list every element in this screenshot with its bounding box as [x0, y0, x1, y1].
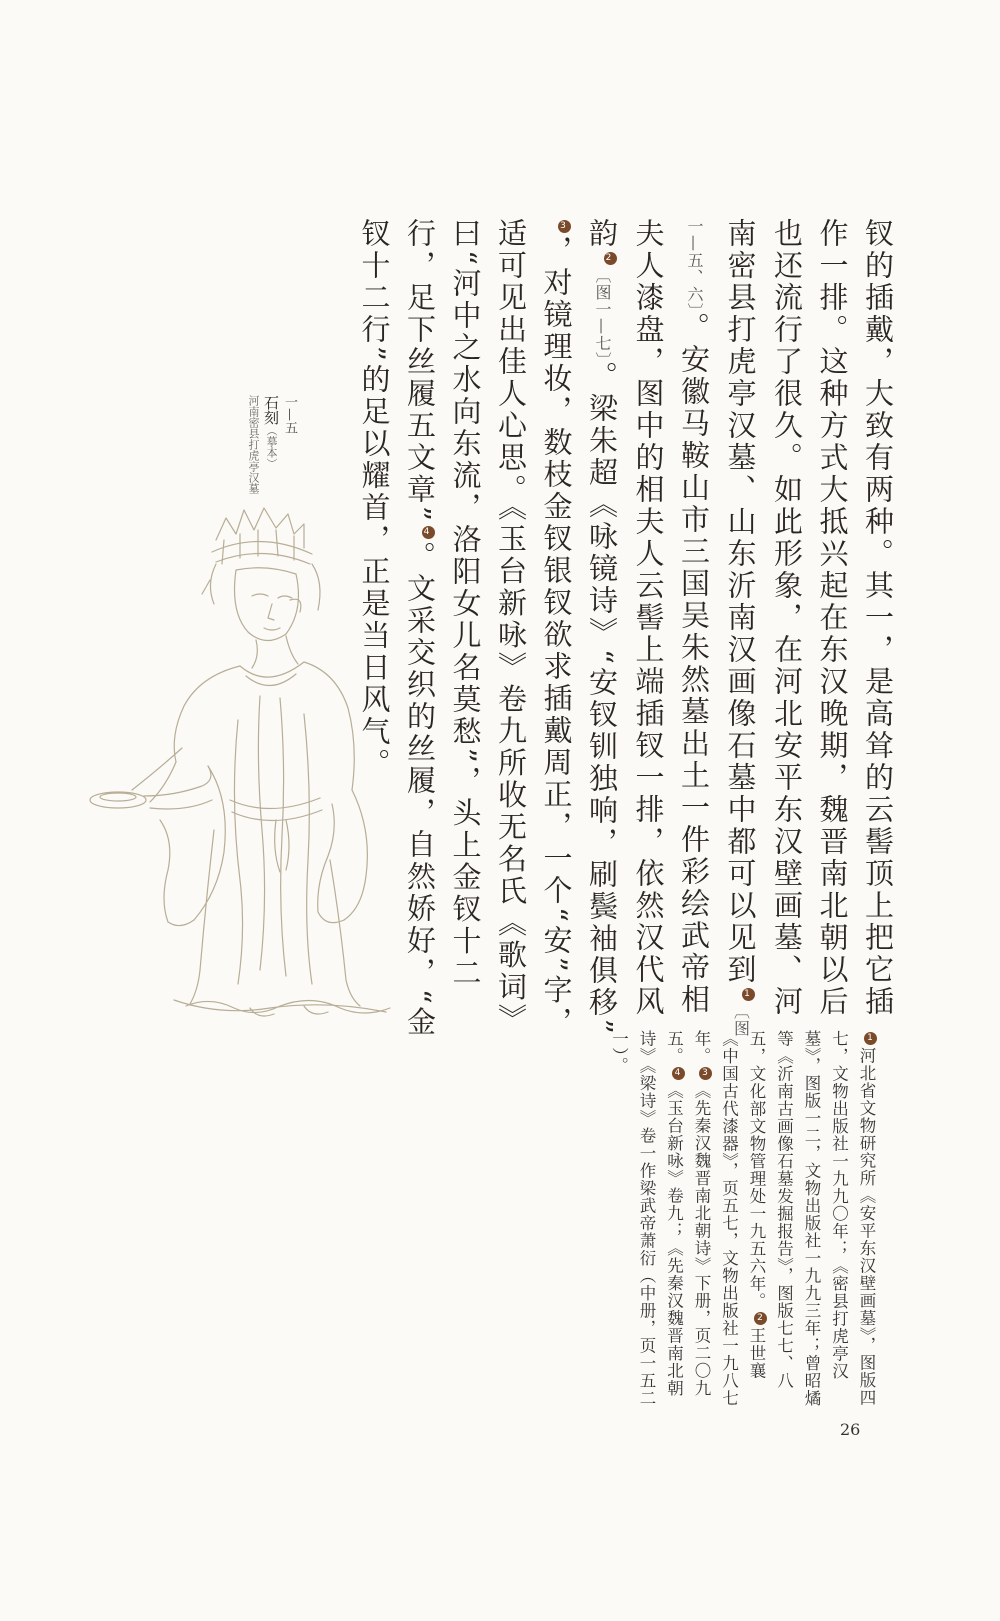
footnote-mark: 3 — [558, 220, 571, 233]
footnote-mark: 2 — [604, 252, 617, 265]
figure-reference: 〔图一—七〕 — [593, 267, 612, 361]
footnote-mark: 3 — [699, 1067, 712, 1080]
footnote-text: 王世襄《中国古代漆器》，页五七，文物出版社一九八七年。 — [692, 1030, 766, 1407]
footnote-mark: 1 — [864, 1032, 877, 1045]
footnote-text: 《先秦汉魏晋南北朝诗》下册，页二〇九五。 — [664, 1030, 711, 1397]
footnote-mark: 1 — [742, 988, 755, 1001]
figure-reference-text: 图一—七 — [593, 284, 612, 352]
footnote-mark: 2 — [754, 1312, 767, 1325]
caption-title-text: 石刻 — [262, 395, 280, 425]
text-segment: 。文采交织的丝履，自然娇好，“金钗十二行”的足以耀首，正是当日风气。 — [357, 218, 437, 1039]
text-segment: 。安徽马鞍山市三国吴朱然墓出土一件彩绘武帝相夫人漆盘，图中的相夫人云髻上端插钗一排，依然汉代风韵 — [585, 218, 711, 1018]
figure-caption — [218, 395, 298, 505]
footnote-mark: 4 — [672, 1067, 685, 1080]
caption-location: 河南密县打虎亭汉墓 — [247, 395, 260, 494]
caption-title — [262, 395, 280, 505]
footnote-item — [605, 1030, 880, 1410]
main-text-column — [357, 160, 900, 1040]
caption-tag-text: 摹本 — [265, 436, 278, 458]
page-number: 26 — [840, 1420, 861, 1439]
caption-number: 一—五 — [282, 395, 297, 434]
footnote-text: 河北省文物研究所《安平东汉壁画墓》，图版四七，文物出版社一九九〇年；《密县打虎亭汉墓》，图版一二，文物出版社一九九三年；曾昭燏等《沂南古画像石墓发掘报告》，图版七七、八五，文化部文物管理处一九五六年。 — [747, 1030, 876, 1407]
text-segment: ，对镜理妆，数枝金钗银钗欲求插戴周正，一个“安”字，适可见出佳人心思。《玉台新咏》卷九所收无名氏《歌词》曰“河中之水向东流，洛阳女儿名莫愁”，头上金钗十二行，足下丝履五文章” — [403, 218, 574, 1039]
text-segment: 。梁朱超《咏镜诗》“安钗钏独响，刷鬓袖俱移” — [585, 361, 619, 1037]
footnotes-block — [560, 1030, 880, 1410]
caption-tag: （摹本） — [265, 425, 278, 469]
figure-line-drawing — [90, 500, 410, 1020]
text-segment: 钗的插戴，大致有两种。其一，是高耸的云髻顶上把它插作一排。这种方式大抵兴起在东汉晚期，魏晋南北朝以后也还流行了很久。如此形象，在河北安平东汉壁画墓、河南密县打虎亭汉墓、山东沂南汉画像石墓中都可以见到 — [723, 218, 895, 1018]
footnote-mark: 4 — [422, 526, 435, 539]
footnote-text: 《玉台新咏》卷九；《先秦汉魏晋南北朝诗》《梁诗》卷一作梁武帝萧衍（中册，页一五二一）。 — [609, 1030, 684, 1407]
figure-reference: 〔图一—五、六〕 — [685, 218, 751, 1037]
figure-reference-text: 图一—五、六 — [685, 218, 751, 1037]
paragraph — [351, 160, 900, 1040]
